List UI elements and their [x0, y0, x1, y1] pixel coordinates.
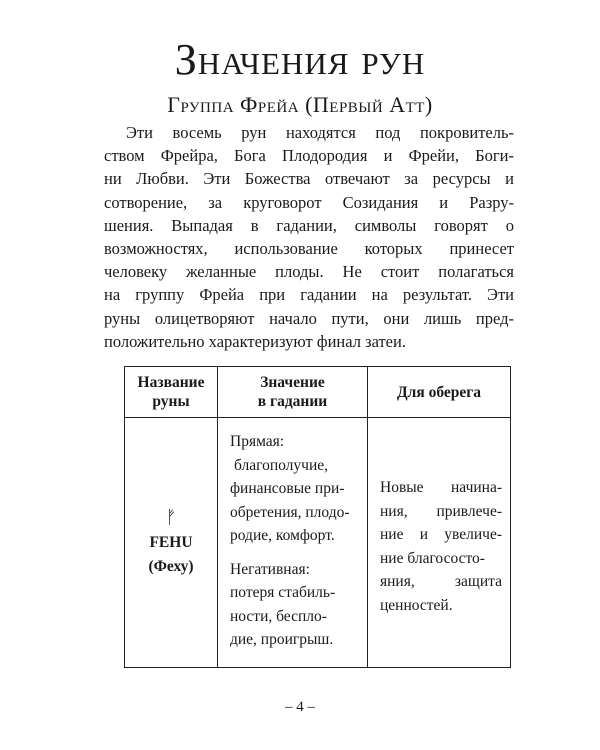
page-title: Значения рун	[174, 35, 426, 84]
reversed-line: дие, проигрыш.	[230, 631, 334, 648]
rune-cell	[125, 418, 218, 668]
amulet-line: ния, привлече-	[380, 502, 502, 520]
page-number: – 4 –	[285, 699, 315, 715]
amulet-line: ние и увеличе-	[380, 526, 502, 543]
fehu-rune-icon: ᚠ	[165, 506, 177, 528]
paragraph-line: человеку желанные плоды. Не стоит полагаться	[104, 262, 514, 282]
upright-line: финансовые при-	[230, 480, 345, 497]
amulet-line: ние благососто-	[380, 549, 485, 567]
intro-paragraph	[104, 121, 514, 353]
amulet-line: ценностей.	[380, 596, 453, 614]
upright-line: обретения, плодо-	[230, 503, 350, 521]
header-amulet	[368, 367, 511, 418]
rune-name: FEHU	[149, 533, 193, 551]
table-header-row	[125, 367, 511, 418]
amulet-line: яния, защита	[380, 573, 502, 590]
paragraph-line: ством Фрейра, Бога Плодородия и Фрейи, Боги-	[104, 146, 514, 166]
meaning-cell	[218, 418, 368, 668]
header-text: Значение	[260, 374, 325, 391]
header-meaning	[218, 367, 368, 418]
header-text: Название	[137, 374, 205, 391]
reversed-line: ности, беспло-	[230, 607, 327, 625]
section-subtitle: Группа Фрейа (Первый Атт)	[167, 92, 433, 117]
header-rune-name	[125, 367, 218, 418]
rune-translit: (Феху)	[148, 557, 194, 575]
paragraph-line: руны олицетворяют начало пути, они лишь пред-	[104, 308, 514, 328]
upright-label: Прямая:	[230, 433, 285, 450]
upright-line: благополучие,	[234, 456, 329, 474]
header-text: Для оберега	[396, 383, 482, 401]
amulet-line: Новые начина-	[380, 479, 502, 496]
rune-meanings-table	[124, 366, 511, 668]
paragraph-line: сотворение, за круговорот Созидания и Разру-	[104, 192, 514, 212]
upright-line: родие, комфорт.	[230, 527, 335, 544]
paragraph-line: Эти восемь рун находятся под покровитель-	[126, 123, 514, 142]
reversed-line: потеря стабиль-	[230, 584, 336, 601]
paragraph-line: ни Любви. Эти Божества отвечают за ресурсы и	[104, 169, 514, 189]
paragraph-line: шения. Выпадая в гадании, символы говорят о	[104, 215, 514, 235]
amulet-cell	[368, 418, 511, 668]
reversed-label: Негативная:	[230, 560, 310, 578]
paragraph-line: возможностях, использование которых принесет	[104, 239, 514, 259]
header-text: руны	[152, 393, 190, 410]
table-row	[125, 418, 511, 668]
paragraph-line: положительно характеризуют финал затеи.	[104, 331, 406, 351]
paragraph-line: на группу Фрейа при гадании на результат. Эти	[104, 285, 514, 305]
header-text: в гадании	[257, 393, 328, 410]
